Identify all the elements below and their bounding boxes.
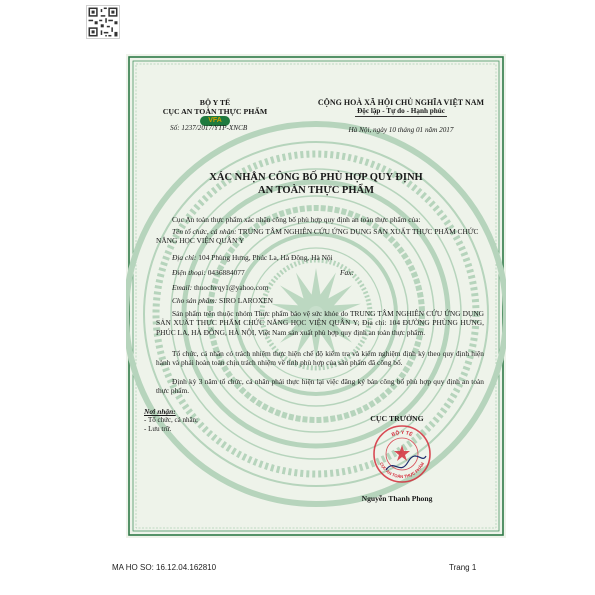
document-number: Số: 1237/2017/YTP-XNCB — [170, 124, 248, 132]
phone-value: 0436884077 — [207, 268, 245, 277]
email-label: Email: — [172, 283, 193, 292]
ministry-name: BỘ Y TẾ — [199, 98, 231, 107]
paragraph-product-conformity: Sản phẩm trên thuộc nhóm Thực phẩm bảo vệ sức khỏe do TRUNG TÂM NGHIÊN CỨU ỨNG DỤNG SẢN XUẤT THỰC PHẨM CHỨC NĂNG HỌC VIỆN QUÂN Y; Địa chỉ: 104 ĐƯỜNG PHÙNG HƯNG, PHÚC LA, HÀ ĐÔNG, HÀ NỘI, Việt Nam sản xuất phù hợp quy định an toàn thực phẩm. — [156, 309, 484, 337]
org-value: TRUNG TÂM NGHIÊN CỨU ỨNG DỤNG SẢN XUẤT THỰC PHẨM CHỨC NĂNG HỌC VIỆN QUÂN Y — [156, 227, 479, 246]
product-field — [156, 296, 484, 305]
agency-name: CỤC AN TOÀN THỰC PHẨM — [162, 107, 268, 116]
product-label: Cho sản phẩm: — [172, 296, 218, 305]
title-line-2: AN TOÀN THỰC PHẨM — [258, 185, 374, 196]
email-value: thuochvqy1@yahoo.com — [193, 283, 269, 292]
address-field — [156, 253, 484, 262]
fax-label: Fax: — [340, 268, 354, 277]
record-number: MA HO SO: 16.12.04.162810 — [112, 563, 217, 572]
signer-name: Nguyễn Thanh Phong — [361, 494, 433, 503]
motto-underline — [355, 116, 447, 117]
stamp-top-text: BỘ Y TẾ — [390, 429, 414, 439]
product-value: SIRO LAROXEN — [219, 296, 274, 305]
org-label: Tên tổ chức, cá nhân: — [172, 227, 237, 236]
email-field — [156, 283, 484, 292]
signer-position: CỤC TRƯỞNG — [370, 414, 424, 423]
national-motto: Độc lập - Tự do - Hạnh phúc — [357, 107, 445, 115]
paragraph-renewal: Định kỳ 3 năm tổ chức, cá nhân phải thực hiện lại việc đăng ký bản công bố phù hợp quy định an toàn thực phẩm. — [156, 377, 484, 396]
stamp-bottom-text: CỤC AN TOÀN THỰC PHẨM — [378, 461, 426, 480]
recipients-label: Nơi nhận: — [144, 407, 176, 416]
intro-text: Cục An toàn thực phẩm xác nhận công bố phù hợp quy định an toàn thực phẩm của: — [172, 215, 421, 224]
place-date: Hà Nội, ngày 10 tháng 01 năm 2017 — [348, 126, 454, 134]
phone-field — [156, 268, 484, 277]
qr-code-icon — [87, 6, 119, 38]
address-value: 104 Phùng Hưng, Phúc La, Hà Đông, Hà Nội — [198, 253, 333, 262]
paragraph-responsibility: Tổ chức, cá nhân có trách nhiệm thực hiện chế độ kiểm tra và kiểm nghiệm định kỳ theo quy định hiện hành và phải hoàn toàn chịu trách nhiệm về tính phù hợp của sản phẩm đã công bố. — [156, 349, 484, 368]
page-number: Trang 1 — [449, 563, 477, 572]
address-label: Địa chỉ: — [172, 253, 197, 262]
certificate-paper — [126, 54, 506, 538]
phone-label: Điện thoại: — [172, 268, 206, 277]
recipient-item: - Lưu trữ. — [144, 425, 172, 433]
country-name: CỘNG HOÀ XÃ HỘI CHỦ NGHĨA VIỆT NAM — [317, 98, 485, 107]
agency-logo: VFA — [200, 116, 230, 126]
org-field — [156, 227, 484, 246]
title-line-1: XÁC NHẬN CÔNG BỐ PHÙ HỢP QUY ĐỊNH — [209, 172, 423, 183]
qr-code — [86, 5, 120, 39]
official-stamp-icon — [372, 424, 432, 484]
recipient-item: - Tổ chức, cá nhân; — [144, 416, 199, 424]
